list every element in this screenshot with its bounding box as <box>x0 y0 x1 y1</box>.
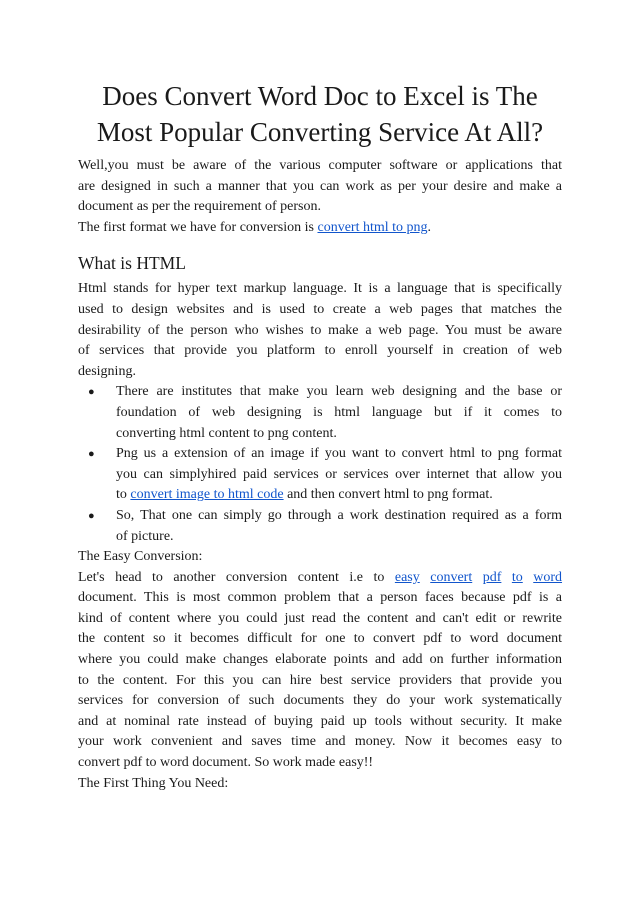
intro-text: The first format we have for conversion is <box>78 219 318 235</box>
list-item <box>88 444 562 506</box>
list-item-line: So, That one can simply go through a work destination required as a form <box>116 507 562 523</box>
paragraph-line: kind of content where you could just read the content and can't edit or rewrite <box>78 610 562 626</box>
paragraph-text: Let's head to another conversion content i.e to <box>78 569 385 585</box>
intro-paragraph <box>78 156 562 238</box>
bullet-icon: ● <box>88 448 95 461</box>
convert-image-to-html-code-link[interactable]: convert image to html code <box>130 487 284 503</box>
list-item-line: There are institutes that make you learn web designing and the base or <box>116 384 562 400</box>
paragraph-line: designing. <box>78 363 136 379</box>
bullet-icon: ● <box>88 509 95 522</box>
intro-line: document as per the requirement of person. <box>78 199 321 215</box>
paragraph-line: used to design websites and is used to create a web pages that matches the <box>78 301 562 317</box>
convert-html-to-png-link[interactable]: convert html to png <box>317 219 428 235</box>
convert-link[interactable]: convert <box>430 569 473 585</box>
paragraph-line: desirability of the person who wishes to make a web page. You must be aware <box>78 322 562 338</box>
intro-text: . <box>427 219 432 235</box>
list-item-text: to <box>116 487 131 503</box>
paragraph-line: to the content. For this you can hire best service providers that provide you <box>78 672 562 688</box>
easy-link[interactable]: easy <box>394 569 420 585</box>
paragraph-line: document. This is most common problem that a person faces because pdf is a <box>78 590 562 606</box>
paragraph-line: the content so it becomes difficult for one to convert pdf to word document <box>78 631 562 647</box>
pdf-link[interactable]: pdf <box>482 569 502 585</box>
paragraph-line <box>78 568 562 589</box>
paragraph-line: and at nominal rate instead of buying paid up tools without security. It make <box>78 713 562 729</box>
list-item-text: and then convert html to png format. <box>283 487 493 503</box>
word-link[interactable]: word <box>533 569 563 585</box>
first-thing-heading: The First Thing You Need: <box>78 775 229 791</box>
list-item-line <box>116 485 562 506</box>
list-item-line: foundation of web designing is html language but if it comes to <box>116 404 562 420</box>
list-item-line: converting html content to png content. <box>116 425 337 441</box>
intro-line: are designed in such a manner that you can work as per your desire and make a <box>78 178 562 194</box>
to-link[interactable]: to <box>511 569 523 585</box>
list-item-line: of picture. <box>116 528 174 544</box>
paragraph-line: convert pdf to word document. So work made easy!! <box>78 755 374 771</box>
paragraph-line: your work convenient and saves time and money. Now it becomes easy to <box>78 734 562 750</box>
list-item <box>88 382 562 444</box>
intro-line: Well,you must be aware of the various computer software or applications that <box>78 158 562 173</box>
paragraph-line: Html stands for hyper text markup language. It is a language that is specifically <box>78 281 562 297</box>
paragraph-line: where you could make changes elaborate points and add on further information <box>78 652 562 668</box>
title-line: Most Popular Converting Service At All? <box>96 117 544 147</box>
bullet-icon: ● <box>88 386 95 399</box>
html-paragraph <box>78 279 562 382</box>
easy-conversion-paragraph <box>78 568 562 774</box>
paragraph-line: of services that provide you platform to enroll yourself in creation of web <box>78 343 562 359</box>
list-item <box>88 506 562 547</box>
html-bullet-list <box>78 382 562 547</box>
title-line: Does Convert Word Doc to Excel is The <box>102 81 538 111</box>
list-item-line: you can simplyhired paid services or services over internet that allow you <box>116 466 562 482</box>
intro-line <box>78 218 562 239</box>
section-heading-what-is-html: What is HTML <box>78 253 186 274</box>
list-item-line: Png us a extension of an image if you want to convert html to png format <box>116 446 562 462</box>
document-page <box>78 78 562 794</box>
easy-conversion-heading: The Easy Conversion: <box>78 549 203 565</box>
paragraph-line: services for conversion of such documents they do your work systematically <box>78 693 562 709</box>
document-title <box>78 78 562 150</box>
